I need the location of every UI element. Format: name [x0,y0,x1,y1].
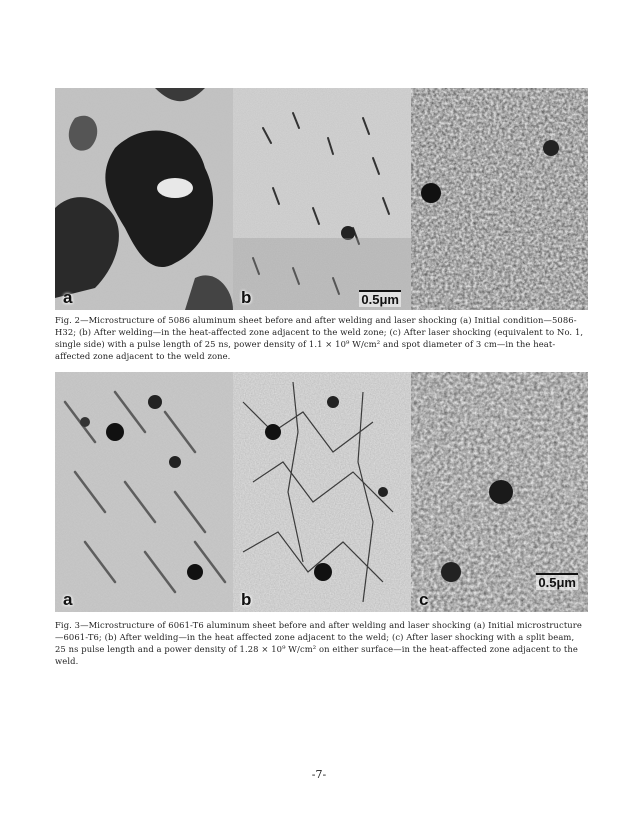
figure-3-panel-b [233,372,411,612]
scale-bar: 0.5μm [538,575,576,590]
micrograph-3b-image [233,372,411,612]
figure-3-panel-c [411,372,588,612]
panel-label: a [63,288,73,307]
figure-2-panel-c [411,88,588,310]
figure-2-panel-b [233,88,411,310]
panel-label: b [241,590,252,609]
micrograph-2c-image [411,88,588,310]
panel-label: a [63,590,73,609]
panel-label: c [419,590,429,609]
figure-2-caption: Fig. 2—Microstructure of 5086 aluminum sheet before and after welding and laser shocking (a) Initial condition—5086-H32; (b) After welding—in the heat-affected zone adjacent to the weld zone; (c) After laser shocking (equivalent to No. 1, single side) with a pulse length of 25 ns, power density of 1.1 × 10⁹ W/cm² and spot diameter of 3 cm—in the heat-affected zone adjacent to the weld zone. [55,315,584,361]
scale-bar: 0.5μm [361,292,399,307]
page-number: -7- [311,768,327,781]
micrograph-2b-image [233,88,411,310]
figure-3-panel-a [55,372,233,612]
micrograph-2a-image [55,88,233,310]
panel-label: b [241,288,252,307]
figure-2-micrographs [55,88,588,310]
figure-2-panel-a [55,88,233,310]
figure-3-caption: Fig. 3—Microstructure of 6061-T6 aluminum sheet before and after welding and laser shocking (a) Initial microstructure—6061-T6; (b) After welding—in the heat affected zone adjacent to the weld; (c) After laser shocking with a split beam, 25 ns pulse length and a power density of 1.28 × 10⁹ W/cm² on either surface—in the heat-affected zone adjacent to the weld. [55,620,582,666]
micrograph-3a-image [55,372,233,612]
figure-3-micrographs [55,372,588,612]
